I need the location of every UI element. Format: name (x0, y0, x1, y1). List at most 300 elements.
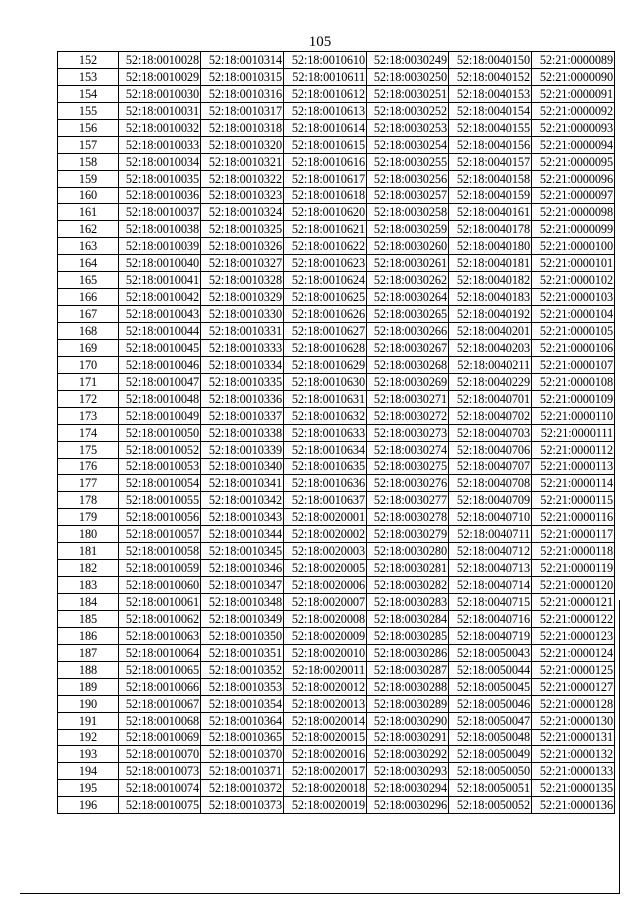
cadastral-number-cell: 52:18:0010316 (201, 85, 284, 102)
cadastral-number-cell: 52:18:0030282 (367, 577, 449, 594)
row-number-cell: 164 (58, 255, 119, 272)
cadastral-number-cell: 52:18:0050050 (449, 763, 532, 780)
cadastral-number-cell: 52:18:0040708 (449, 475, 532, 492)
cadastral-number-cell: 52:18:0010052 (119, 441, 201, 458)
table-row (58, 492, 615, 509)
cadastral-number-cell: 52:18:0010069 (119, 729, 201, 746)
cadastral-number-cell: 52:18:0030262 (367, 272, 449, 289)
cadastral-number-cell: 52:18:0030249 (367, 52, 449, 69)
cadastral-numbers-table (57, 51, 615, 814)
table-row (58, 560, 615, 577)
cadastral-number-cell: 52:18:0010045 (119, 339, 201, 356)
cadastral-number-cell: 52:21:0000115 (532, 492, 615, 509)
cadastral-number-cell: 52:18:0010627 (284, 323, 367, 340)
cadastral-number-cell: 52:18:0030278 (367, 509, 449, 526)
row-number-cell: 168 (58, 323, 119, 340)
cadastral-number-cell: 52:18:0010053 (119, 458, 201, 475)
cadastral-number-cell: 52:18:0010331 (201, 323, 284, 340)
cadastral-number-cell: 52:18:0030254 (367, 136, 449, 153)
cadastral-number-cell: 52:18:0010347 (201, 577, 284, 594)
cadastral-number-cell: 52:18:0010041 (119, 272, 201, 289)
row-number-cell: 177 (58, 475, 119, 492)
cadastral-number-cell: 52:18:0030256 (367, 170, 449, 187)
cadastral-number-cell: 52:21:0000103 (532, 289, 615, 306)
cadastral-number-cell: 52:21:0000094 (532, 136, 615, 153)
cadastral-number-cell: 52:18:0040713 (449, 560, 532, 577)
row-number-cell: 166 (58, 289, 119, 306)
cadastral-number-cell: 52:18:0010064 (119, 644, 201, 661)
cadastral-number-cell: 52:18:0030276 (367, 475, 449, 492)
table-row (58, 238, 615, 255)
cadastral-number-cell: 52:18:0020010 (284, 644, 367, 661)
cadastral-number-cell: 52:18:0040211 (449, 356, 532, 373)
cadastral-number-cell: 52:18:0030274 (367, 441, 449, 458)
cadastral-number-cell: 52:18:0010031 (119, 102, 201, 119)
cadastral-number-cell: 52:18:0010326 (201, 238, 284, 255)
table-row (58, 221, 615, 238)
row-number-cell: 172 (58, 390, 119, 407)
row-number-cell: 156 (58, 119, 119, 136)
table-row (58, 255, 615, 272)
cadastral-number-cell: 52:18:0030268 (367, 356, 449, 373)
cadastral-number-cell: 52:18:0010339 (201, 441, 284, 458)
table-row (58, 712, 615, 729)
cadastral-number-cell: 52:18:0010049 (119, 407, 201, 424)
cadastral-number-cell: 52:21:0000111 (532, 424, 615, 441)
cadastral-number-cell: 52:18:0010352 (201, 661, 284, 678)
cadastral-number-cell: 52:21:0000127 (532, 678, 615, 695)
cadastral-number-cell: 52:18:0020018 (284, 780, 367, 797)
row-number-cell: 155 (58, 102, 119, 119)
cadastral-number-cell: 52:18:0010073 (119, 763, 201, 780)
row-number-cell: 174 (58, 424, 119, 441)
cadastral-number-cell: 52:21:0000128 (532, 695, 615, 712)
cadastral-number-cell: 52:18:0010046 (119, 356, 201, 373)
cadastral-number-cell: 52:18:0010370 (201, 746, 284, 763)
cadastral-number-cell: 52:21:0000092 (532, 102, 615, 119)
cadastral-number-cell: 52:18:0020011 (284, 661, 367, 678)
cadastral-number-cell: 52:18:0010623 (284, 255, 367, 272)
cadastral-number-cell: 52:18:0010335 (201, 373, 284, 390)
cadastral-number-cell: 52:18:0010329 (201, 289, 284, 306)
table-row (58, 610, 615, 627)
cadastral-number-cell: 52:21:0000112 (532, 441, 615, 458)
table-row (58, 272, 615, 289)
cadastral-number-cell: 52:18:0010320 (201, 136, 284, 153)
cadastral-number-cell: 52:18:0010635 (284, 458, 367, 475)
cadastral-number-cell: 52:18:0020019 (284, 797, 367, 814)
cadastral-number-cell: 52:18:0010364 (201, 712, 284, 729)
cadastral-number-cell: 52:18:0010350 (201, 627, 284, 644)
cadastral-number-cell: 52:21:0000118 (532, 543, 615, 560)
cadastral-number-cell: 52:18:0010351 (201, 644, 284, 661)
row-number-cell: 169 (58, 339, 119, 356)
cadastral-number-cell: 52:18:0010611 (284, 68, 367, 85)
cadastral-number-cell: 52:18:0010342 (201, 492, 284, 509)
cadastral-number-cell: 52:21:0000136 (532, 797, 615, 814)
cadastral-number-cell: 52:18:0010032 (119, 119, 201, 136)
cadastral-number-cell: 52:18:0010065 (119, 661, 201, 678)
cadastral-number-cell: 52:18:0010324 (201, 204, 284, 221)
cadastral-number-cell: 52:18:0010634 (284, 441, 367, 458)
cadastral-number-cell: 52:18:0030273 (367, 424, 449, 441)
cadastral-number-cell: 52:18:0040156 (449, 136, 532, 153)
cadastral-number-cell: 52:21:0000132 (532, 746, 615, 763)
table-row (58, 407, 615, 424)
cadastral-number-cell: 52:18:0010035 (119, 170, 201, 187)
row-number-cell: 157 (58, 136, 119, 153)
cadastral-number-cell: 52:18:0010054 (119, 475, 201, 492)
table-row (58, 458, 615, 475)
cadastral-number-cell: 52:18:0010059 (119, 560, 201, 577)
cadastral-number-cell: 52:18:0010615 (284, 136, 367, 153)
cadastral-number-cell: 52:18:0040702 (449, 407, 532, 424)
cadastral-number-cell: 52:18:0010343 (201, 509, 284, 526)
table-row (58, 577, 615, 594)
cadastral-number-cell: 52:18:0010050 (119, 424, 201, 441)
cadastral-number-cell: 52:18:0040154 (449, 102, 532, 119)
cadastral-number-cell: 52:18:0030250 (367, 68, 449, 85)
cadastral-number-cell: 52:21:0000114 (532, 475, 615, 492)
cadastral-number-cell: 52:18:0010616 (284, 153, 367, 170)
cadastral-number-cell: 52:18:0040158 (449, 170, 532, 187)
row-number-cell: 165 (58, 272, 119, 289)
cadastral-number-cell: 52:18:0010626 (284, 306, 367, 323)
row-number-cell: 158 (58, 153, 119, 170)
cadastral-number-cell: 52:21:0000107 (532, 356, 615, 373)
cadastral-number-cell: 52:18:0030285 (367, 627, 449, 644)
cadastral-number-cell: 52:18:0010628 (284, 339, 367, 356)
cadastral-number-cell: 52:18:0030289 (367, 695, 449, 712)
cadastral-number-cell: 52:18:0010315 (201, 68, 284, 85)
row-number-cell: 195 (58, 780, 119, 797)
table-row (58, 661, 615, 678)
cadastral-number-cell: 52:18:0030251 (367, 85, 449, 102)
cadastral-number-cell: 52:18:0030253 (367, 119, 449, 136)
cadastral-number-cell: 52:18:0010060 (119, 577, 201, 594)
row-number-cell: 162 (58, 221, 119, 238)
cadastral-number-cell: 52:18:0040715 (449, 594, 532, 611)
table-row (58, 441, 615, 458)
cadastral-number-cell: 52:18:0040159 (449, 187, 532, 204)
cadastral-number-cell: 52:18:0030259 (367, 221, 449, 238)
cadastral-number-cell: 52:18:0010068 (119, 712, 201, 729)
cadastral-number-cell: 52:21:0000097 (532, 187, 615, 204)
cadastral-number-cell: 52:18:0040152 (449, 68, 532, 85)
cadastral-number-cell: 52:18:0010336 (201, 390, 284, 407)
cadastral-number-cell: 52:18:0050044 (449, 661, 532, 678)
cadastral-number-cell: 52:18:0010631 (284, 390, 367, 407)
cadastral-number-cell: 52:21:0000105 (532, 323, 615, 340)
cadastral-number-cell: 52:18:0020007 (284, 594, 367, 611)
cadastral-number-cell: 52:18:0030284 (367, 610, 449, 627)
cadastral-number-cell: 52:18:0030272 (367, 407, 449, 424)
cadastral-number-cell: 52:18:0010042 (119, 289, 201, 306)
cadastral-number-cell: 52:18:0010066 (119, 678, 201, 695)
cadastral-number-cell: 52:18:0010624 (284, 272, 367, 289)
cadastral-number-cell: 52:21:0000113 (532, 458, 615, 475)
cadastral-number-cell: 52:18:0010323 (201, 187, 284, 204)
table-row (58, 68, 615, 85)
cadastral-number-cell: 52:18:0010344 (201, 526, 284, 543)
table-body (58, 52, 615, 814)
cadastral-number-cell: 52:18:0020016 (284, 746, 367, 763)
cadastral-number-cell: 52:18:0040192 (449, 306, 532, 323)
cadastral-number-cell: 52:18:0010621 (284, 221, 367, 238)
cadastral-number-cell: 52:18:0030261 (367, 255, 449, 272)
table-row (58, 356, 615, 373)
cadastral-number-cell: 52:18:0010038 (119, 221, 201, 238)
cadastral-number-cell: 52:18:0040183 (449, 289, 532, 306)
table-row (58, 289, 615, 306)
cadastral-number-cell: 52:18:0010372 (201, 780, 284, 797)
row-number-cell: 190 (58, 695, 119, 712)
row-number-cell: 170 (58, 356, 119, 373)
cadastral-number-cell: 52:18:0050045 (449, 678, 532, 695)
cadastral-number-cell: 52:21:0000108 (532, 373, 615, 390)
cadastral-number-cell: 52:18:0030275 (367, 458, 449, 475)
table-row (58, 475, 615, 492)
row-number-cell: 192 (58, 729, 119, 746)
cadastral-number-cell: 52:18:0010349 (201, 610, 284, 627)
cadastral-number-cell: 52:18:0030257 (367, 187, 449, 204)
cadastral-number-cell: 52:18:0010056 (119, 509, 201, 526)
table-row (58, 119, 615, 136)
cadastral-number-cell: 52:21:0000102 (532, 272, 615, 289)
cadastral-number-cell: 52:18:0050043 (449, 644, 532, 661)
cadastral-number-cell: 52:18:0030280 (367, 543, 449, 560)
cadastral-number-cell: 52:18:0010044 (119, 323, 201, 340)
cadastral-number-cell: 52:18:0010048 (119, 390, 201, 407)
table-row (58, 85, 615, 102)
cadastral-number-cell: 52:18:0020002 (284, 526, 367, 543)
page-frame-bottom-line (20, 893, 620, 894)
cadastral-number-cell: 52:18:0010632 (284, 407, 367, 424)
table-row (58, 543, 615, 560)
cadastral-number-cell: 52:18:0030258 (367, 204, 449, 221)
cadastral-number-cell: 52:18:0010371 (201, 763, 284, 780)
cadastral-number-cell: 52:21:0000121 (532, 594, 615, 611)
row-number-cell: 163 (58, 238, 119, 255)
cadastral-number-cell: 52:18:0040155 (449, 119, 532, 136)
cadastral-number-cell: 52:18:0020013 (284, 695, 367, 712)
cadastral-number-cell: 52:18:0010365 (201, 729, 284, 746)
cadastral-number-cell: 52:18:0020003 (284, 543, 367, 560)
table-row (58, 627, 615, 644)
cadastral-number-cell: 52:18:0020008 (284, 610, 367, 627)
cadastral-number-cell: 52:18:0040203 (449, 339, 532, 356)
cadastral-number-cell: 52:18:0010036 (119, 187, 201, 204)
cadastral-number-cell: 52:18:0010058 (119, 543, 201, 560)
cadastral-number-cell: 52:18:0010346 (201, 560, 284, 577)
table-row (58, 373, 615, 390)
cadastral-number-cell: 52:18:0010037 (119, 204, 201, 221)
cadastral-number-cell: 52:18:0040716 (449, 610, 532, 627)
cadastral-number-cell: 52:18:0010314 (201, 52, 284, 69)
cadastral-number-cell: 52:18:0010333 (201, 339, 284, 356)
table-row (58, 509, 615, 526)
cadastral-number-cell: 52:18:0010348 (201, 594, 284, 611)
cadastral-number-cell: 52:18:0030296 (367, 797, 449, 814)
cadastral-number-cell: 52:18:0040714 (449, 577, 532, 594)
cadastral-number-cell: 52:18:0030267 (367, 339, 449, 356)
cadastral-number-cell: 52:18:0010614 (284, 119, 367, 136)
cadastral-number-cell: 52:18:0030269 (367, 373, 449, 390)
cadastral-number-cell: 52:18:0010610 (284, 52, 367, 69)
cadastral-number-cell: 52:18:0010063 (119, 627, 201, 644)
cadastral-number-cell: 52:18:0010075 (119, 797, 201, 814)
cadastral-number-cell: 52:18:0010327 (201, 255, 284, 272)
row-number-cell: 175 (58, 441, 119, 458)
cadastral-number-cell: 52:21:0000096 (532, 170, 615, 187)
cadastral-number-cell: 52:18:0010612 (284, 85, 367, 102)
cadastral-number-cell: 52:18:0010318 (201, 119, 284, 136)
cadastral-number-cell: 52:21:0000089 (532, 52, 615, 69)
cadastral-number-cell: 52:18:0040701 (449, 390, 532, 407)
table-row (58, 424, 615, 441)
cadastral-number-cell: 52:21:0000133 (532, 763, 615, 780)
cadastral-number-cell: 52:21:0000098 (532, 204, 615, 221)
cadastral-number-cell: 52:18:0010629 (284, 356, 367, 373)
cadastral-number-cell: 52:18:0010340 (201, 458, 284, 475)
row-number-cell: 171 (58, 373, 119, 390)
cadastral-number-cell: 52:18:0010322 (201, 170, 284, 187)
cadastral-number-cell: 52:18:0050049 (449, 746, 532, 763)
cadastral-number-cell: 52:21:0000122 (532, 610, 615, 627)
cadastral-number-cell: 52:18:0010622 (284, 238, 367, 255)
cadastral-number-cell: 52:21:0000095 (532, 153, 615, 170)
cadastral-number-cell: 52:18:0030252 (367, 102, 449, 119)
cadastral-number-cell: 52:18:0040711 (449, 526, 532, 543)
cadastral-number-cell: 52:18:0050052 (449, 797, 532, 814)
table-row (58, 763, 615, 780)
row-number-cell: 152 (58, 52, 119, 69)
cadastral-number-cell: 52:21:0000091 (532, 85, 615, 102)
cadastral-number-cell: 52:18:0040706 (449, 441, 532, 458)
cadastral-number-cell: 52:18:0040707 (449, 458, 532, 475)
cadastral-number-cell: 52:18:0030260 (367, 238, 449, 255)
cadastral-number-cell: 52:21:0000123 (532, 627, 615, 644)
table-row (58, 102, 615, 119)
cadastral-number-cell: 52:18:0010067 (119, 695, 201, 712)
row-number-cell: 196 (58, 797, 119, 814)
row-number-cell: 189 (58, 678, 119, 695)
cadastral-number-cell: 52:18:0010033 (119, 136, 201, 153)
cadastral-number-cell: 52:18:0030286 (367, 644, 449, 661)
cadastral-number-cell: 52:21:0000093 (532, 119, 615, 136)
cadastral-number-cell: 52:18:0020006 (284, 577, 367, 594)
cadastral-number-cell: 52:18:0010341 (201, 475, 284, 492)
cadastral-number-cell: 52:18:0040178 (449, 221, 532, 238)
cadastral-number-cell: 52:18:0010633 (284, 424, 367, 441)
cadastral-number-cell: 52:18:0010620 (284, 204, 367, 221)
cadastral-number-cell: 52:18:0010630 (284, 373, 367, 390)
row-number-cell: 186 (58, 627, 119, 644)
cadastral-number-cell: 52:18:0040161 (449, 204, 532, 221)
cadastral-number-cell: 52:18:0050051 (449, 780, 532, 797)
page-frame-right-line (619, 600, 620, 893)
cadastral-number-cell: 52:18:0040719 (449, 627, 532, 644)
cadastral-number-cell: 52:18:0010613 (284, 102, 367, 119)
cadastral-number-cell: 52:18:0010047 (119, 373, 201, 390)
cadastral-number-cell: 52:18:0010034 (119, 153, 201, 170)
table-row (58, 323, 615, 340)
cadastral-number-cell: 52:21:0000106 (532, 339, 615, 356)
row-number-cell: 160 (58, 187, 119, 204)
row-number-cell: 161 (58, 204, 119, 221)
cadastral-number-cell: 52:18:0010325 (201, 221, 284, 238)
cadastral-number-cell: 52:21:0000101 (532, 255, 615, 272)
cadastral-number-cell: 52:18:0040712 (449, 543, 532, 560)
row-number-cell: 181 (58, 543, 119, 560)
cadastral-number-cell: 52:18:0020005 (284, 560, 367, 577)
cadastral-number-cell: 52:18:0010030 (119, 85, 201, 102)
table-row (58, 390, 615, 407)
cadastral-number-cell: 52:18:0030292 (367, 746, 449, 763)
table-row (58, 136, 615, 153)
row-number-cell: 191 (58, 712, 119, 729)
cadastral-number-cell: 52:18:0030287 (367, 661, 449, 678)
cadastral-number-cell: 52:18:0040229 (449, 373, 532, 390)
cadastral-number-cell: 52:18:0030279 (367, 526, 449, 543)
table-row (58, 695, 615, 712)
row-number-cell: 159 (58, 170, 119, 187)
cadastral-number-cell: 52:21:0000110 (532, 407, 615, 424)
cadastral-number-cell: 52:18:0010055 (119, 492, 201, 509)
cadastral-number-cell: 52:18:0010334 (201, 356, 284, 373)
cadastral-number-cell: 52:18:0010062 (119, 610, 201, 627)
table-row (58, 204, 615, 221)
cadastral-number-cell: 52:18:0030288 (367, 678, 449, 695)
table-row (58, 729, 615, 746)
cadastral-number-cell: 52:18:0040157 (449, 153, 532, 170)
cadastral-number-cell: 52:18:0010061 (119, 594, 201, 611)
cadastral-number-cell: 52:18:0010637 (284, 492, 367, 509)
cadastral-number-cell: 52:21:0000109 (532, 390, 615, 407)
cadastral-number-cell: 52:21:0000130 (532, 712, 615, 729)
cadastral-number-cell: 52:18:0030266 (367, 323, 449, 340)
cadastral-number-cell: 52:18:0010354 (201, 695, 284, 712)
cadastral-number-cell: 52:21:0000099 (532, 221, 615, 238)
row-number-cell: 185 (58, 610, 119, 627)
cadastral-number-cell: 52:18:0040710 (449, 509, 532, 526)
cadastral-number-cell: 52:18:0020009 (284, 627, 367, 644)
table-row (58, 678, 615, 695)
cadastral-number-cell: 52:21:0000119 (532, 560, 615, 577)
cadastral-number-cell: 52:21:0000117 (532, 526, 615, 543)
cadastral-number-cell: 52:18:0040180 (449, 238, 532, 255)
table-row (58, 644, 615, 661)
cadastral-number-cell: 52:18:0040709 (449, 492, 532, 509)
row-number-cell: 184 (58, 594, 119, 611)
cadastral-number-cell: 52:18:0010373 (201, 797, 284, 814)
cadastral-number-cell: 52:18:0040201 (449, 323, 532, 340)
row-number-cell: 176 (58, 458, 119, 475)
table-row (58, 746, 615, 763)
cadastral-number-cell: 52:18:0030255 (367, 153, 449, 170)
table-row (58, 526, 615, 543)
row-number-cell: 182 (58, 560, 119, 577)
row-number-cell: 154 (58, 85, 119, 102)
cadastral-number-cell: 52:18:0010028 (119, 52, 201, 69)
cadastral-number-cell: 52:18:0010043 (119, 306, 201, 323)
table-row (58, 797, 615, 814)
cadastral-number-cell: 52:18:0010029 (119, 68, 201, 85)
cadastral-number-cell: 52:18:0030290 (367, 712, 449, 729)
cadastral-number-cell: 52:18:0030281 (367, 560, 449, 577)
cadastral-number-cell: 52:18:0010338 (201, 424, 284, 441)
page-number: 105 (308, 34, 332, 50)
